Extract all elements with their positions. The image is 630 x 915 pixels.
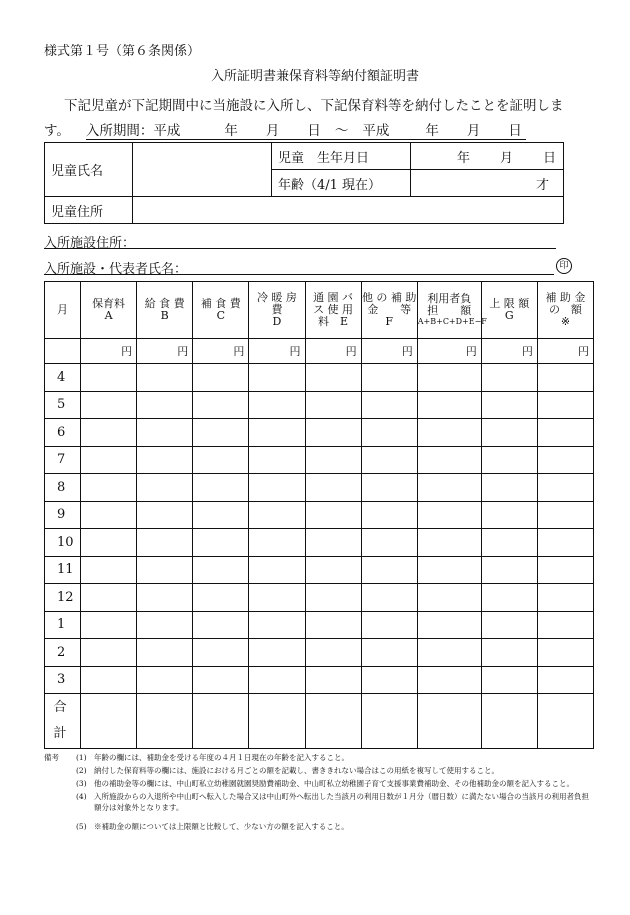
birth-date-field[interactable] xyxy=(411,143,564,170)
period-day-2: 日 xyxy=(508,123,522,139)
period-year-2: 年 xyxy=(425,123,439,139)
remark-number: (1) xyxy=(76,753,87,762)
table-row xyxy=(45,446,594,474)
amount-cell[interactable] xyxy=(137,556,193,584)
child-info-table xyxy=(44,142,564,224)
amount-cell[interactable] xyxy=(305,529,361,557)
amount-cell[interactable] xyxy=(361,364,417,392)
column-header-text: 補 助 金 xyxy=(545,291,586,304)
amount-cell[interactable] xyxy=(249,391,305,419)
amount-cell[interactable] xyxy=(361,611,417,639)
amount-cell[interactable] xyxy=(481,584,537,612)
column-header-text: ス 使 用 xyxy=(313,303,354,316)
amount-cell[interactable] xyxy=(537,529,593,557)
amount-cell[interactable] xyxy=(537,501,593,529)
amount-cell[interactable] xyxy=(305,446,361,474)
column-header-text: 他 の 補 助 xyxy=(361,291,417,304)
fee-table xyxy=(44,281,594,749)
remark-text: ※補助金の額については上限額と比較して、少ない方の額を記入すること。 xyxy=(94,822,349,831)
remark-lead: 備考 xyxy=(44,753,59,762)
table-row xyxy=(45,639,594,667)
column-header xyxy=(249,282,305,339)
column-header xyxy=(361,282,417,339)
total-cell[interactable] xyxy=(537,694,593,749)
child-name-field[interactable] xyxy=(133,143,272,197)
amount-cell[interactable] xyxy=(249,474,305,502)
amount-cell[interactable] xyxy=(137,666,193,694)
amount-cell[interactable] xyxy=(249,529,305,557)
amount-cell[interactable] xyxy=(361,446,417,474)
child-name-label: 児童氏名 xyxy=(45,143,133,197)
facility-rep-label: 入所施設・代表者氏名： xyxy=(44,262,188,277)
unit-cell: 円 xyxy=(361,339,417,364)
unit-cell: 円 xyxy=(417,339,481,364)
enrollment-period xyxy=(86,123,526,140)
amount-cell[interactable] xyxy=(537,446,593,474)
column-header-text: B xyxy=(160,309,169,322)
month-label: 10 xyxy=(45,529,81,557)
amount-cell[interactable] xyxy=(137,446,193,474)
amount-cell[interactable] xyxy=(137,364,193,392)
amount-cell[interactable] xyxy=(193,364,249,392)
amount-cell[interactable] xyxy=(361,474,417,502)
amount-cell[interactable] xyxy=(361,666,417,694)
amount-cell[interactable] xyxy=(305,474,361,502)
column-header-text: A xyxy=(104,309,113,322)
column-header-text: 料 E xyxy=(318,315,349,328)
table-row xyxy=(45,501,594,529)
unit-row xyxy=(45,339,594,364)
amount-cell[interactable] xyxy=(81,639,137,667)
amount-cell[interactable] xyxy=(537,556,593,584)
column-header xyxy=(81,282,137,339)
unit-cell: 円 xyxy=(81,339,137,364)
column-header-text: G xyxy=(504,309,514,322)
period-tilde: ～ xyxy=(334,123,349,139)
amount-cell[interactable] xyxy=(249,666,305,694)
column-header xyxy=(417,282,487,339)
amount-cell[interactable] xyxy=(81,419,137,447)
unit-cell: 円 xyxy=(137,339,193,364)
column-header-text: 上 限 額 xyxy=(489,297,530,310)
total-cell[interactable] xyxy=(481,694,537,749)
amount-cell[interactable] xyxy=(481,419,537,447)
amount-cell[interactable] xyxy=(305,391,361,419)
month-label: 1 xyxy=(45,611,81,639)
remark-item xyxy=(44,765,594,776)
amount-cell[interactable] xyxy=(361,419,417,447)
amount-cell[interactable] xyxy=(417,584,481,612)
amount-cell[interactable] xyxy=(481,501,537,529)
amount-cell[interactable] xyxy=(81,529,137,557)
column-header-text: 通 園 バ xyxy=(313,291,354,304)
column-header-text: 保育料 xyxy=(92,297,126,310)
total-cell[interactable] xyxy=(305,694,361,749)
unit-cell: 円 xyxy=(193,339,249,364)
column-header-text: D xyxy=(272,315,282,328)
remarks xyxy=(44,752,594,834)
remark-number: (2) xyxy=(76,766,87,775)
column-header-text: 金 等 xyxy=(367,303,412,316)
age-unit: 才 xyxy=(535,177,549,193)
column-header xyxy=(193,282,249,339)
remark-lead xyxy=(44,778,76,789)
column-header-text: 月 xyxy=(57,303,68,316)
amount-cell[interactable] xyxy=(481,639,537,667)
amount-cell[interactable] xyxy=(417,611,481,639)
period-era-2: 平成 xyxy=(362,123,390,139)
column-header xyxy=(481,282,537,339)
amount-cell[interactable] xyxy=(81,584,137,612)
amount-cell[interactable] xyxy=(193,419,249,447)
amount-cell[interactable] xyxy=(361,584,417,612)
table-row xyxy=(45,666,594,694)
month-label: 12 xyxy=(45,584,81,612)
amount-cell[interactable] xyxy=(417,556,481,584)
amount-cell[interactable] xyxy=(481,666,537,694)
amount-cell[interactable] xyxy=(249,419,305,447)
total-label-char: 計 xyxy=(53,726,67,741)
document-title: 入所証明書兼保育料等納付額証明書 xyxy=(210,69,419,84)
remark-item xyxy=(44,791,594,813)
total-cell[interactable] xyxy=(137,694,193,749)
amount-cell[interactable] xyxy=(193,529,249,557)
total-cell[interactable] xyxy=(249,694,305,749)
amount-cell[interactable] xyxy=(305,556,361,584)
amount-cell[interactable] xyxy=(81,611,137,639)
unit-cell: 円 xyxy=(537,339,593,364)
amount-cell[interactable] xyxy=(305,501,361,529)
column-header-text: A+B+C+D+E−F xyxy=(417,317,487,326)
remark-text: 納付した保育料等の欄には、施設における月ごとの額を記載し、書ききれない場合はこの用紙を複写して使用すること。 xyxy=(94,766,499,775)
amount-cell[interactable] xyxy=(305,364,361,392)
table-row xyxy=(45,611,594,639)
amount-cell[interactable] xyxy=(249,611,305,639)
month-label: 5 xyxy=(45,391,81,419)
amount-cell[interactable] xyxy=(193,501,249,529)
month-label: 8 xyxy=(45,474,81,502)
remark-item xyxy=(44,752,594,763)
body-text-line1: 下記児童が下記期間中に当施設に入所し、下記保育料等を納付したことを証明しま xyxy=(64,98,564,114)
column-header-text: F xyxy=(385,315,393,328)
remark-item xyxy=(44,821,594,832)
seal-mark: 印 xyxy=(556,258,572,274)
amount-cell[interactable] xyxy=(481,474,537,502)
amount-cell[interactable] xyxy=(249,584,305,612)
amount-cell[interactable] xyxy=(249,639,305,667)
amount-cell[interactable] xyxy=(537,584,593,612)
amount-cell[interactable] xyxy=(305,666,361,694)
total-cell[interactable] xyxy=(81,694,137,749)
amount-cell[interactable] xyxy=(193,391,249,419)
amount-cell[interactable] xyxy=(537,611,593,639)
amount-cell[interactable] xyxy=(361,501,417,529)
remark-text: 年齢の欄には、補助金を受ける年度の４月１日現在の年齢を記入すること。 xyxy=(94,753,349,762)
table-row xyxy=(45,584,594,612)
month-label: 9 xyxy=(45,501,81,529)
month-label: 4 xyxy=(45,364,81,392)
amount-cell[interactable] xyxy=(417,364,481,392)
total-label xyxy=(45,694,81,749)
amount-cell[interactable] xyxy=(81,446,137,474)
column-header-text: 給 食 費 xyxy=(144,297,185,310)
age-label: 年齢（4/1 現在） xyxy=(272,170,411,197)
amount-cell[interactable] xyxy=(481,611,537,639)
table-row xyxy=(45,364,594,392)
amount-cell[interactable] xyxy=(481,391,537,419)
amount-cell[interactable] xyxy=(193,639,249,667)
amount-cell[interactable] xyxy=(137,529,193,557)
amount-cell[interactable] xyxy=(137,391,193,419)
column-header xyxy=(305,282,361,339)
month-label: 2 xyxy=(45,639,81,667)
column-header-text: 担 額 xyxy=(427,304,472,317)
table-row xyxy=(45,556,594,584)
total-row xyxy=(45,694,594,749)
amount-cell[interactable] xyxy=(137,639,193,667)
amount-cell[interactable] xyxy=(193,446,249,474)
remark-number: (5) xyxy=(76,822,87,831)
body-text-line2 xyxy=(44,119,526,139)
facility-rep-line[interactable] xyxy=(44,274,554,275)
column-header-text: 利用者負 xyxy=(427,292,472,305)
month-label: 7 xyxy=(45,446,81,474)
amount-cell[interactable] xyxy=(193,666,249,694)
birth-year-unit: 年 xyxy=(457,150,471,166)
column-header-text: 補 食 費 xyxy=(200,297,241,310)
amount-cell[interactable] xyxy=(481,556,537,584)
column-header-text: C xyxy=(216,309,226,322)
amount-cell[interactable] xyxy=(137,611,193,639)
amount-cell[interactable] xyxy=(305,611,361,639)
amount-cell[interactable] xyxy=(249,364,305,392)
remark-lead xyxy=(44,765,76,776)
amount-cell[interactable] xyxy=(361,639,417,667)
total-cell[interactable] xyxy=(417,694,481,749)
child-address-label: 児童住所 xyxy=(45,197,133,224)
amount-cell[interactable] xyxy=(137,419,193,447)
amount-cell[interactable] xyxy=(537,391,593,419)
unit-cell: 円 xyxy=(249,339,305,364)
amount-cell[interactable] xyxy=(361,391,417,419)
child-address-field[interactable] xyxy=(133,197,564,224)
unit-cell: 円 xyxy=(305,339,361,364)
amount-cell[interactable] xyxy=(249,446,305,474)
amount-cell[interactable] xyxy=(417,666,481,694)
amount-cell[interactable] xyxy=(193,474,249,502)
amount-cell[interactable] xyxy=(537,474,593,502)
column-header xyxy=(137,282,193,339)
amount-cell[interactable] xyxy=(417,419,481,447)
amount-cell[interactable] xyxy=(417,474,481,502)
remark-number: (3) xyxy=(76,779,87,788)
month-label: 6 xyxy=(45,419,81,447)
amount-cell[interactable] xyxy=(417,639,481,667)
amount-cell[interactable] xyxy=(481,446,537,474)
amount-cell[interactable] xyxy=(537,639,593,667)
amount-cell[interactable] xyxy=(81,474,137,502)
amount-cell[interactable] xyxy=(417,391,481,419)
period-label: 入所期間：平成 xyxy=(85,123,181,139)
total-label-char: 合 xyxy=(53,700,67,715)
amount-cell[interactable] xyxy=(361,529,417,557)
facility-address-line[interactable] xyxy=(44,248,556,249)
column-header-text: の 額 xyxy=(548,303,582,316)
amount-cell[interactable] xyxy=(305,419,361,447)
column-header xyxy=(537,282,593,339)
column-header-text: 冷 暖 房 xyxy=(256,291,297,304)
table-row xyxy=(45,474,594,502)
amount-cell[interactable] xyxy=(305,639,361,667)
amount-cell[interactable] xyxy=(537,364,593,392)
amount-cell[interactable] xyxy=(81,364,137,392)
period-year-1: 年 xyxy=(224,123,238,139)
amount-cell[interactable] xyxy=(137,474,193,502)
column-header-text: 費 xyxy=(271,303,283,316)
amount-cell[interactable] xyxy=(249,501,305,529)
amount-cell[interactable] xyxy=(417,529,481,557)
amount-cell[interactable] xyxy=(249,556,305,584)
amount-cell[interactable] xyxy=(81,391,137,419)
column-header xyxy=(45,282,81,339)
amount-cell[interactable] xyxy=(537,419,593,447)
body-text-line2-start: す。 xyxy=(44,123,70,139)
remark-number: (4) xyxy=(76,792,87,801)
amount-cell[interactable] xyxy=(81,666,137,694)
table-row xyxy=(45,419,594,447)
age-field[interactable] xyxy=(411,170,564,197)
amount-cell[interactable] xyxy=(193,584,249,612)
birth-day-unit: 日 xyxy=(543,150,557,166)
amount-cell[interactable] xyxy=(481,364,537,392)
amount-cell[interactable] xyxy=(137,584,193,612)
table-row xyxy=(45,391,594,419)
period-day-1: 日 xyxy=(307,123,321,139)
facility-address-label: 入所施設住所： xyxy=(44,236,136,251)
total-cell[interactable] xyxy=(361,694,417,749)
amount-cell[interactable] xyxy=(361,556,417,584)
amount-cell[interactable] xyxy=(417,446,481,474)
birth-date-label: 児童 生年月日 xyxy=(272,143,411,170)
birth-month-unit: 月 xyxy=(500,150,514,166)
column-header-text: ※ xyxy=(560,315,571,328)
month-label: 11 xyxy=(45,556,81,584)
month-label: 3 xyxy=(45,666,81,694)
amount-cell[interactable] xyxy=(417,501,481,529)
amount-cell[interactable] xyxy=(81,501,137,529)
amount-cell[interactable] xyxy=(137,501,193,529)
unit-cell: 円 xyxy=(481,339,537,364)
remark-text: 入所施設からの入退所や中山町へ転入した場合又は中山町外へ転出した当該月の利用日数が１月分（暦日数）に満たない場合の当該月の利用者負担額分は対象外となります。 xyxy=(94,792,589,812)
form-number: 様式第１号（第６条関係） xyxy=(44,44,201,59)
remark-item xyxy=(44,778,594,789)
period-month-1: 月 xyxy=(265,123,280,139)
period-month-2: 月 xyxy=(466,123,481,139)
remark-text: 他の補助金等の欄には、中山町私立幼稚園就園奨励費補助金、中山町私立幼稚園子育て支援事業費補助金、その他補助金の額を記入すること。 xyxy=(94,779,574,788)
total-cell[interactable] xyxy=(193,694,249,749)
unit-cell xyxy=(45,339,81,364)
remark-lead xyxy=(44,791,76,813)
table-header-row xyxy=(45,282,594,339)
amount-cell[interactable] xyxy=(537,666,593,694)
amount-cell[interactable] xyxy=(81,556,137,584)
remark-lead xyxy=(44,821,76,832)
amount-cell[interactable] xyxy=(305,584,361,612)
table-row xyxy=(45,529,594,557)
amount-cell[interactable] xyxy=(193,611,249,639)
amount-cell[interactable] xyxy=(193,556,249,584)
amount-cell[interactable] xyxy=(481,529,537,557)
